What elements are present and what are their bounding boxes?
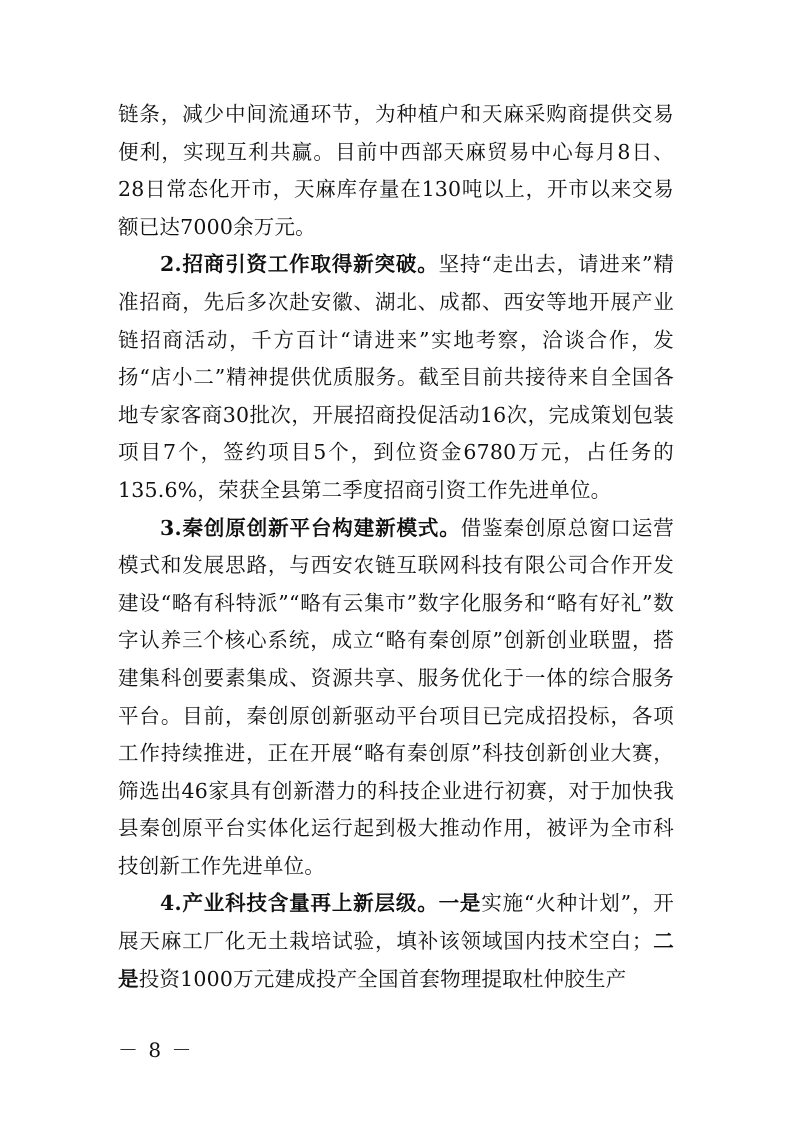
paragraph-3 xyxy=(118,510,674,886)
paragraph-2 xyxy=(118,246,674,509)
paragraph-4-heading: 4.产业科技含量再上新层级。 xyxy=(160,891,439,916)
document-body xyxy=(118,96,674,998)
paragraph-4-lead-2: 二是 xyxy=(118,929,675,991)
paragraph-4-text-2: 投资1000万元建成投产全国首套物理提取杜仲胶生产 xyxy=(138,966,627,991)
page-number: － 8 － xyxy=(118,1038,194,1062)
paragraph-2-text: 坚持“走出去，请进来”精准招商，先后多次赴安徽、湖北、成都、西安等地开展产业链招商活动，千方百计“请进来”实地考察，洽谈合作，发扬“店小二”精神提供优质服务。截至目前共接待来自全国各地专家客商30批次，开展招商投促活动16次，完成策划包装项目7个，签约项目5个，到位资金6780万元，占任务的135.6%，荣获全县第二季度招商引资工作先进单位。 xyxy=(118,252,674,502)
paragraph-4-lead-1: 一是 xyxy=(438,891,482,916)
paragraph-1 xyxy=(118,96,674,246)
paragraph-3-text: 借鉴秦创原总窗口运营模式和发展思路，与西安农链互联网科技有限公司合作开发建设“略有科特派”“略有云集市”数字化服务和“略有好礼”数字认养三个核心系统，成立“略有秦创原”创新创业联盟，搭建集科创要素集成、资源共享、服务优化于一体的综合服务平台。目前，秦创原创新驱动平台项目已完成招投标，各项工作持续推进，正在开展“略有秦创原”科技创新创业大赛，筛选出46家具有创新潜力的科技企业进行初赛，对于加快我县秦创原平台实体化运行起到极大推动作用，被评为全市科技创新工作先进单位。 xyxy=(118,515,675,878)
paragraph-4-text-1: 实施“火种计划”，开展天麻工厂化无土栽培试验，填补该领域国内技术空白； xyxy=(118,891,674,954)
paragraph-2-heading: 2.招商引资工作取得新突破。 xyxy=(160,252,439,277)
paragraph-4 xyxy=(118,885,674,998)
paragraph-1-text: 链条，减少中间流通环节，为种植户和天麻采购商提供交易便利，实现互利共赢。目前中西部天麻贸易中心每月8日、28日常态化开市，天麻库存量在130吨以上，开市以来交易额已达7000余万元。 xyxy=(118,102,674,239)
paragraph-3-heading: 3.秦创原创新平台构建新模式。 xyxy=(160,515,461,540)
